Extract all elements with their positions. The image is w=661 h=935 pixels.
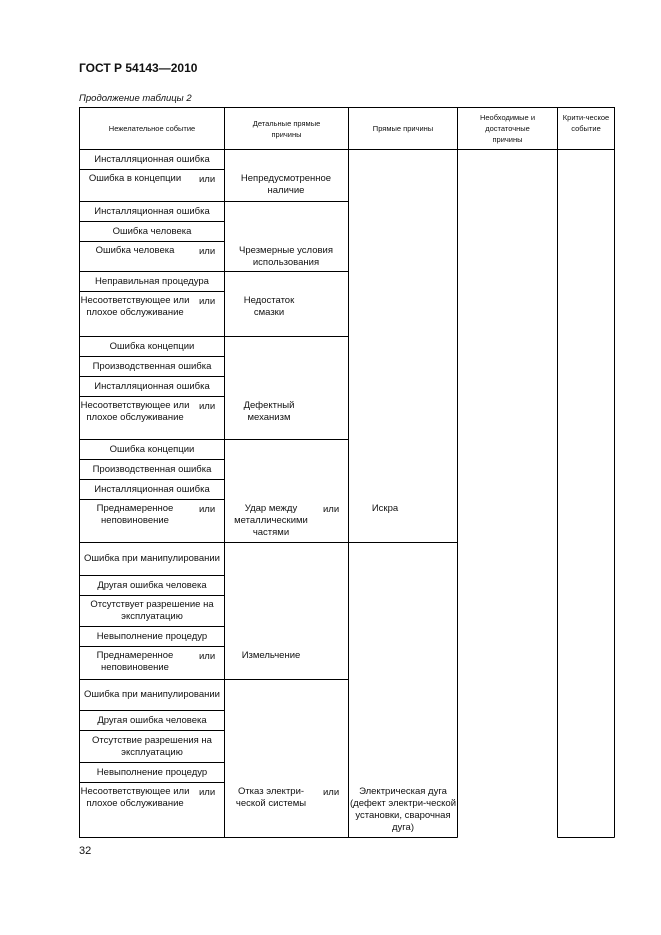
event-cell: Невыполнение процедур — [96, 630, 208, 642]
header-necessary-sufficient-causes: Необходимые и достаточные причины — [479, 113, 536, 144]
event-cell: Другая ошибка человека — [97, 714, 207, 726]
or-connector: или — [199, 401, 216, 412]
event-cell: Несоответствующее или плохое обслуживание — [80, 786, 190, 809]
event-cell: Производственная ошибка — [92, 360, 212, 372]
event-cell: Ошибка концепции — [109, 443, 195, 455]
direct-cause-cell: Электрическая дуга (дефект электри-ческой установки, сварочная дуга) — [350, 786, 457, 833]
event-cell: Преднамеренное неповиновение — [96, 650, 174, 673]
event-cell: Ошибка при манипулировании — [84, 553, 220, 564]
header-undesired-event: Нежелательное событие — [108, 124, 196, 133]
event-cell: Инсталляционная ошибка — [94, 205, 210, 217]
event-cell: Преднамеренное неповиновение — [96, 503, 174, 526]
detailed-cause-cell: Отказ электри-ческой системы — [235, 786, 307, 809]
detailed-cause-cell: Дефектный механизм — [243, 400, 295, 423]
event-cell: Инсталляционная ошибка — [94, 153, 210, 165]
or-connector: или — [199, 787, 216, 798]
event-cell: Ошибка человека — [112, 225, 192, 237]
or-connector: или — [323, 787, 340, 798]
or-connector: или — [199, 296, 216, 307]
document-title: ГОСТ Р 54143—2010 — [79, 61, 198, 75]
event-cell: Ошибка человека — [95, 245, 175, 256]
or-connector: или — [199, 651, 216, 662]
direct-cause-cell: Искра — [371, 503, 399, 514]
event-cell: Несоответствующее или плохое обслуживание — [80, 295, 190, 318]
event-cell: Инсталляционная ошибка — [94, 380, 210, 392]
event-cell: Отсутствует разрешение на эксплуатацию — [90, 599, 214, 622]
page-number: 32 — [79, 845, 92, 857]
table-caption: Продолжение таблицы 2 — [79, 93, 192, 104]
event-cell: Ошибка в концепции — [88, 173, 182, 184]
event-cell: Невыполнение процедур — [96, 766, 208, 778]
event-cell: Ошибка концепции — [109, 340, 195, 352]
or-connector: или — [323, 504, 340, 515]
event-cell: Неправильная процедура — [95, 275, 209, 287]
event-cell: Производственная ошибка — [92, 463, 212, 475]
detailed-cause-cell: Удар между металлическими частями — [234, 503, 308, 538]
detailed-cause-cell: Недостаток смазки — [243, 295, 295, 318]
header-critical-event: Крити-ческое событие — [562, 113, 610, 133]
event-cell: Инсталляционная ошибка — [94, 483, 210, 495]
event-cell: Ошибка при манипулировании — [84, 689, 220, 700]
detailed-cause-cell: Чрезмерные условия использования — [239, 245, 333, 268]
or-connector: или — [199, 246, 216, 257]
detailed-cause-cell: Измельчение — [241, 650, 301, 661]
header-direct-causes: Прямые причины — [372, 124, 434, 133]
event-cell: Другая ошибка человека — [97, 579, 207, 591]
event-cell: Отсутствие разрешения на эксплуатацию — [92, 734, 212, 758]
header-detailed-direct-causes: Детальные прямые причины — [252, 118, 321, 139]
detailed-cause-cell: Непредусмотренное наличие — [240, 173, 332, 196]
or-connector: или — [199, 504, 216, 515]
or-connector: или — [199, 174, 216, 185]
event-cell: Несоответствующее или плохое обслуживание — [80, 400, 190, 423]
